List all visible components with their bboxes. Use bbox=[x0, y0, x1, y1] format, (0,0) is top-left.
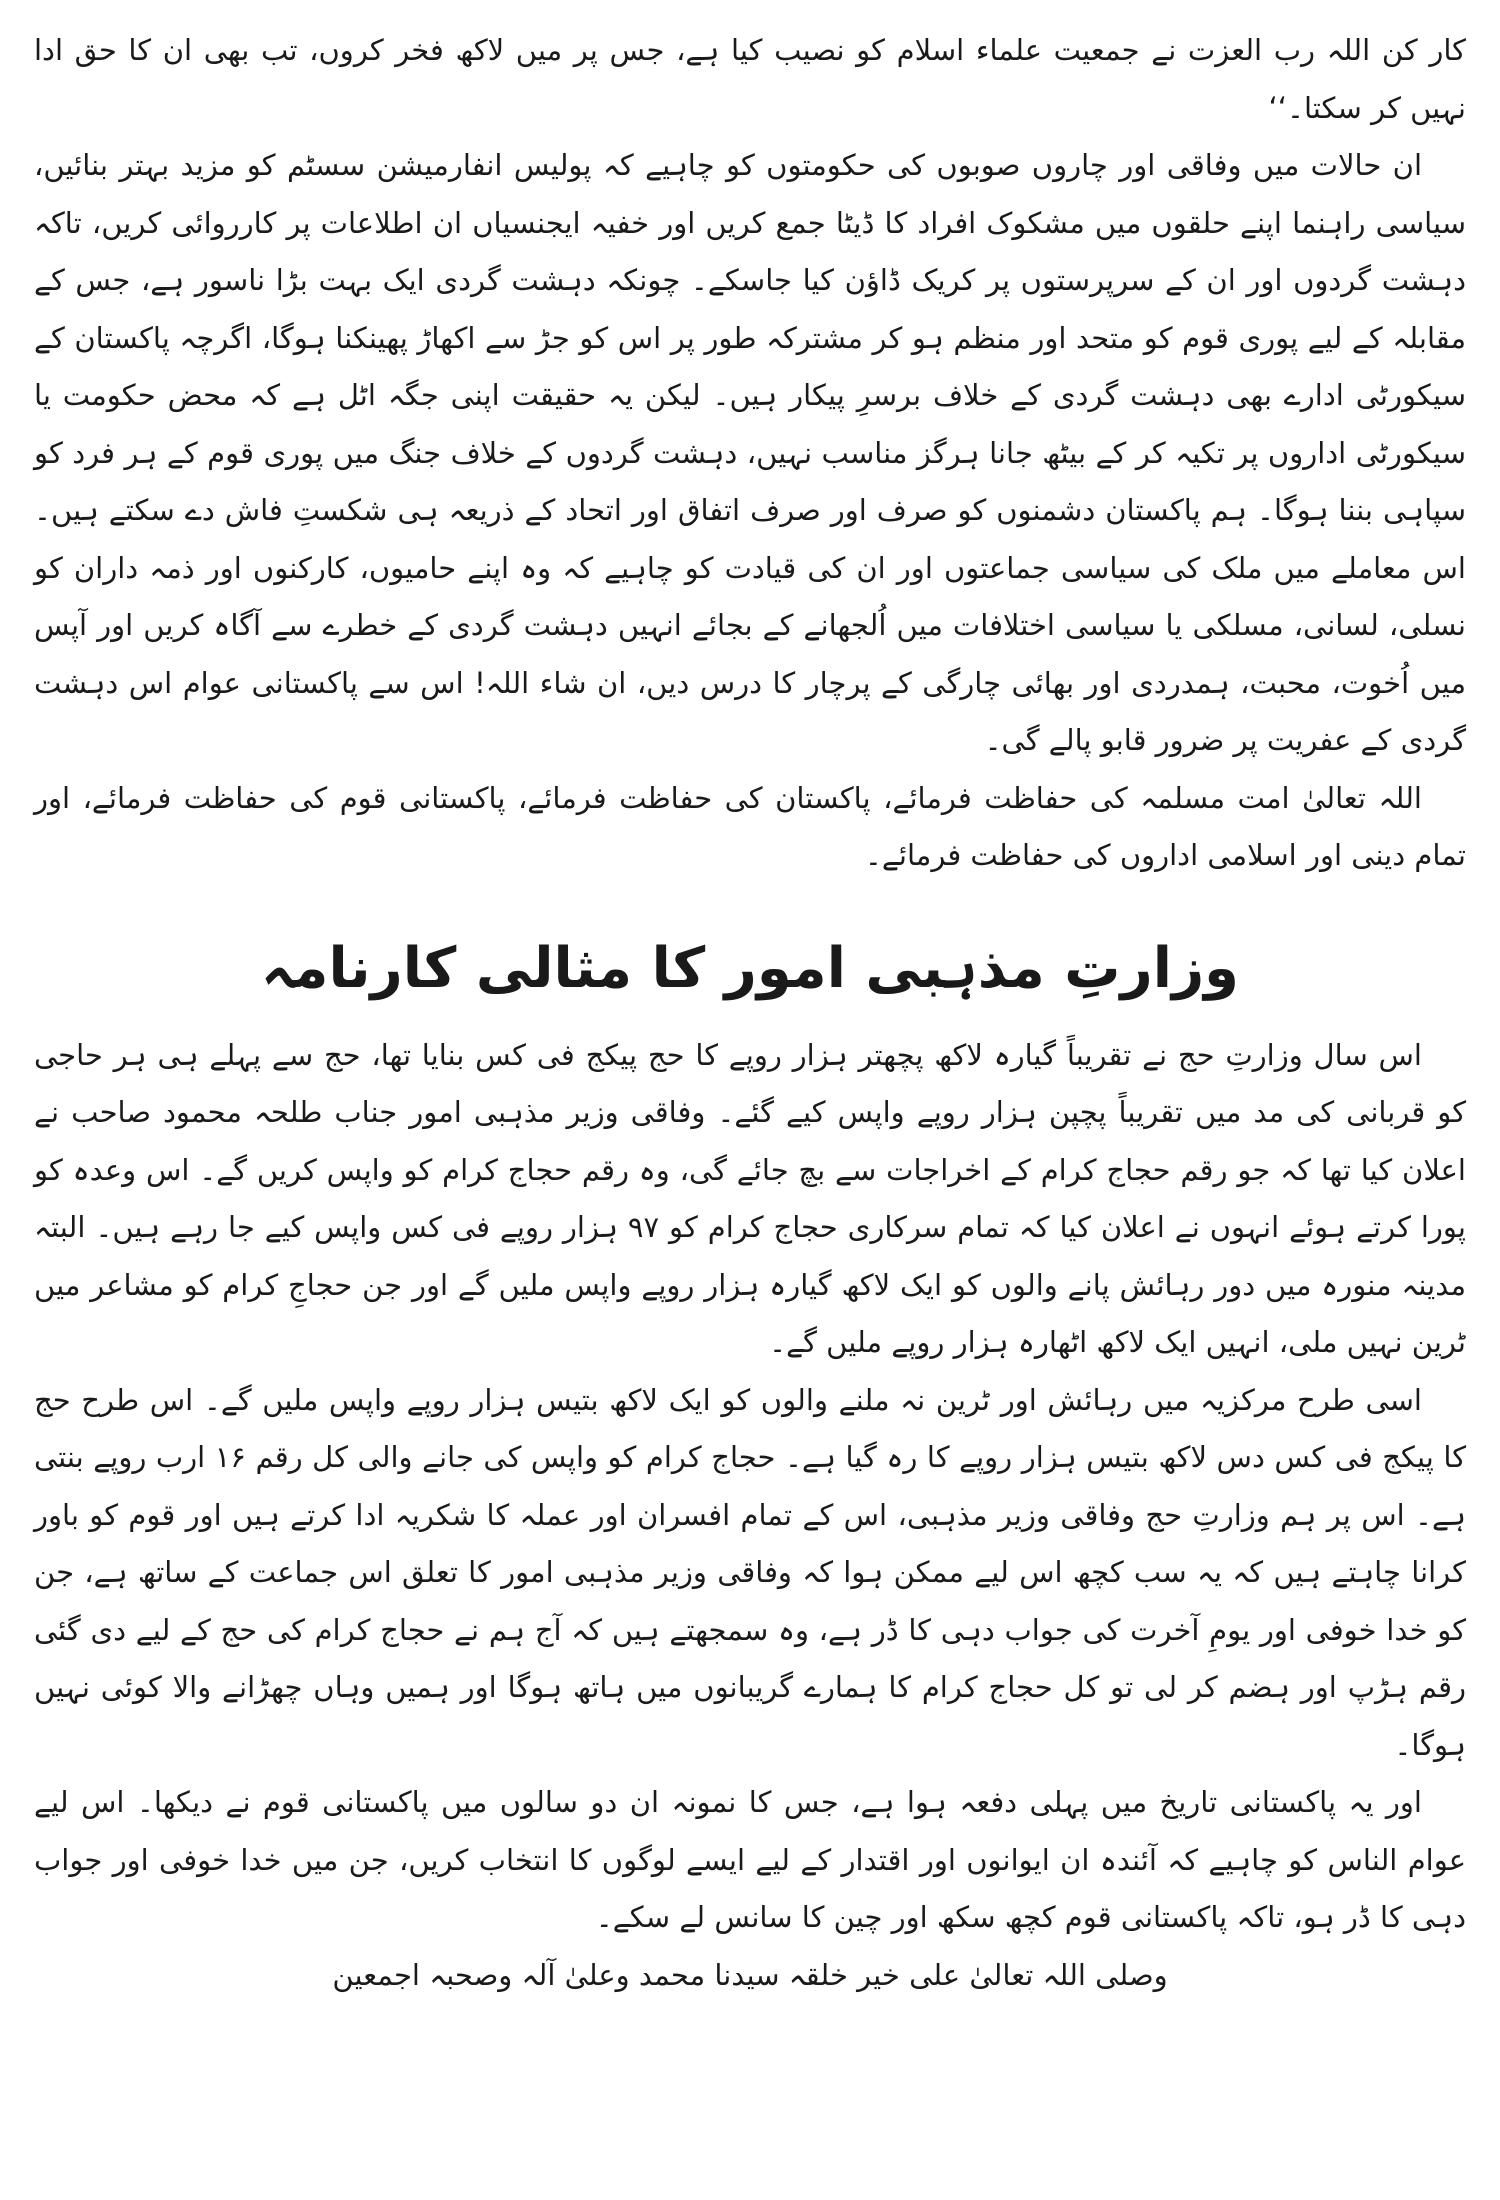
closing-benediction: وصلی اللہ تعالیٰ علی خیر خلقہ سیدنا محمد وعلیٰ آلہ وصحبہ اجمعین bbox=[332, 1957, 1168, 1992]
paragraph-history: اور یہ پاکستانی تاریخ میں پہلی دفعہ ہوا ہے، جس کا نمونہ ان دو سالوں میں پاکستانی قوم نے دیکھا۔ اس لیے عوام الناس کو چاہیے کہ آئندہ ان ایوانوں اور اقتدار کے لیے ایسے لوگوں کا انتخاب کریں، جن میں خدا خوفی اور جواب دہی کا ڈر ہو، تاکہ پاکستانی قوم کچھ سکھ اور چین کا سانس لے سکے۔ bbox=[34, 1785, 1466, 1934]
paragraph-refund-total: اسی طرح مرکزیہ میں رہائش اور ٹرین نہ ملنے والوں کو ایک لاکھ بتیس ہزار روپے واپس ملیں گے۔ اس طرح حج کا پیکج فی کس دس لاکھ بتیس ہزار روپے کا رہ گیا ہے۔ حجاج کرام کو واپس کی جانے والی کل رقم ۱۶ ارب روپے بنتی ہے۔ اس پر ہم وزارتِ حج وفاقی وزیر مذہبی، اس کے تمام افسران اور عملہ کا شکریہ ادا کرتے ہیں اور قوم کو باور کرانا چاہتے ہیں کہ یہ سب کچھ اس لیے ممکن ہوا کہ وفاقی وزیر مذہبی امور کا تعلق اس جماعت کے ساتھ ہے، جن کو خدا خوفی اور یومِ آخرت کی جواب دہی کا ڈر ہے، وہ سمجھتے ہیں کہ آج ہم نے حجاج کرام کی حج کے لیے دی گئی رقم ہڑپ اور ہضم کر لی تو کل حجاج کرام کا ہمارے گریبانوں میں ہاتھ ہوگا اور ہمیں وہاں چھڑانے والا کوئی نہیں ہوگا۔ bbox=[34, 1382, 1466, 1762]
paragraph-hajj-package: اس سال وزارتِ حج نے تقریباً گیارہ لاکھ پچھتر ہزار روپے کا حج پیکج فی کس بنایا تھا، حج سے پہلے ہی ہر حاجی کو قربانی کی مد میں تقریباً پچپن ہزار روپے واپس کیے گئے۔ وفاقی وزیر مذہبی امور جناب طلحہ محمود صاحب نے اعلان کیا تھا کہ جو رقم حجاج کرام کے اخراجات سے بچ جائے گی، وہ رقم حجاج کرام کو واپس کریں گے۔ اس وعدہ کو پورا کرتے ہوئے انہوں نے اعلان کیا کہ تمام سرکاری حجاج کرام کو ۹۷ ہزار روپے فی کس واپس کیے جا رہے ہیں۔ البتہ مدینہ منورہ میں دور رہائش پانے والوں کو ایک لاکھ گیارہ ہزار روپے واپس ملیں گے اور جن حجاجِ کرام کو مشاعر میں ٹرین نہیں ملی، انہیں ایک لاکھ اٹھارہ ہزار روپے ملیں گے۔ bbox=[34, 1037, 1466, 1359]
section-title: وزارتِ مذہبی امور کا مثالی کارنامہ bbox=[260, 935, 1239, 1001]
paragraph-quote-ending: کار کن اللہ رب العزت نے جمعیت علماء اسلام کو نصیب کیا ہے، جس پر میں لاکھ فخر کروں، تب بھی ان کا حق ادا نہیں کر سکتا۔‘‘ bbox=[34, 33, 1466, 125]
paragraph-prayer: اللہ تعالیٰ امت مسلمہ کی حفاظت فرمائے، پاکستان کی حفاظت فرمائے، پاکستانی قوم کی حفاظت فرمائے، اور تمام دینی اور اسلامی اداروں کی حفاظت فرمائے۔ bbox=[34, 780, 1466, 872]
paragraph-counterterrorism: ان حالات میں وفاقی اور چاروں صوبوں کی حکومتوں کو چاہیے کہ پولیس انفارمیشن سسٹم کو مزید بہتر بنائیں، سیاسی راہنما اپنے حلقوں میں مشکوک افراد کا ڈیٹا جمع کریں اور خفیہ ایجنسیاں ان اطلاعات پر کارروائی کریں، تاکہ دہشت گردوں اور ان کے سرپرستوں پر کریک ڈاؤن کیا جاسکے۔ چونکہ دہشت گردی ایک بہت بڑا ناسور ہے، جس کے مقابلہ کے لیے پوری قوم کو متحد اور منظم ہو کر مشترکہ طور پر اس کو جڑ سے اکھاڑ پھینکنا ہوگا، اگرچہ پاکستان کے سیکورٹی ادارے بھی دہشت گردی کے خلاف برسرِ پیکار ہیں۔ لیکن یہ حقیقت اپنی جگہ اٹل ہے کہ محض حکومت یا سیکورٹی اداروں پر تکیہ کر کے بیٹھ جانا ہرگز مناسب نہیں، دہشت گردوں کے خلاف جنگ میں پوری قوم کے ہر فرد کو سپاہی بننا ہوگا۔ ہم پاکستان دشمنوں کو صرف اور صرف اتفاق اور اتحاد کے ذریعہ ہی شکستِ فاش دے سکتے ہیں۔ اس معاملے میں ملک کی سیاسی جماعتوں اور ان کی قیادت کو چاہیے کہ وہ اپنے حامیوں، کارکنوں اور ذمہ داران کو نسلی، لسانی، مسلکی یا سیاسی اختلافات میں اُلجھانے کے بجائے انہیں دہشت گردی کے خطرے سے آگاہ کریں اور آپس میں اُخوت، محبت، ہمدردی اور بھائی چارگی کے پرچار کا درس دیں، ان شاء اللہ! اس سے پاکستانی عوام اس دہشت گردی کے عفریت پر ضرور قابو پالے گی۔ bbox=[34, 148, 1466, 757]
